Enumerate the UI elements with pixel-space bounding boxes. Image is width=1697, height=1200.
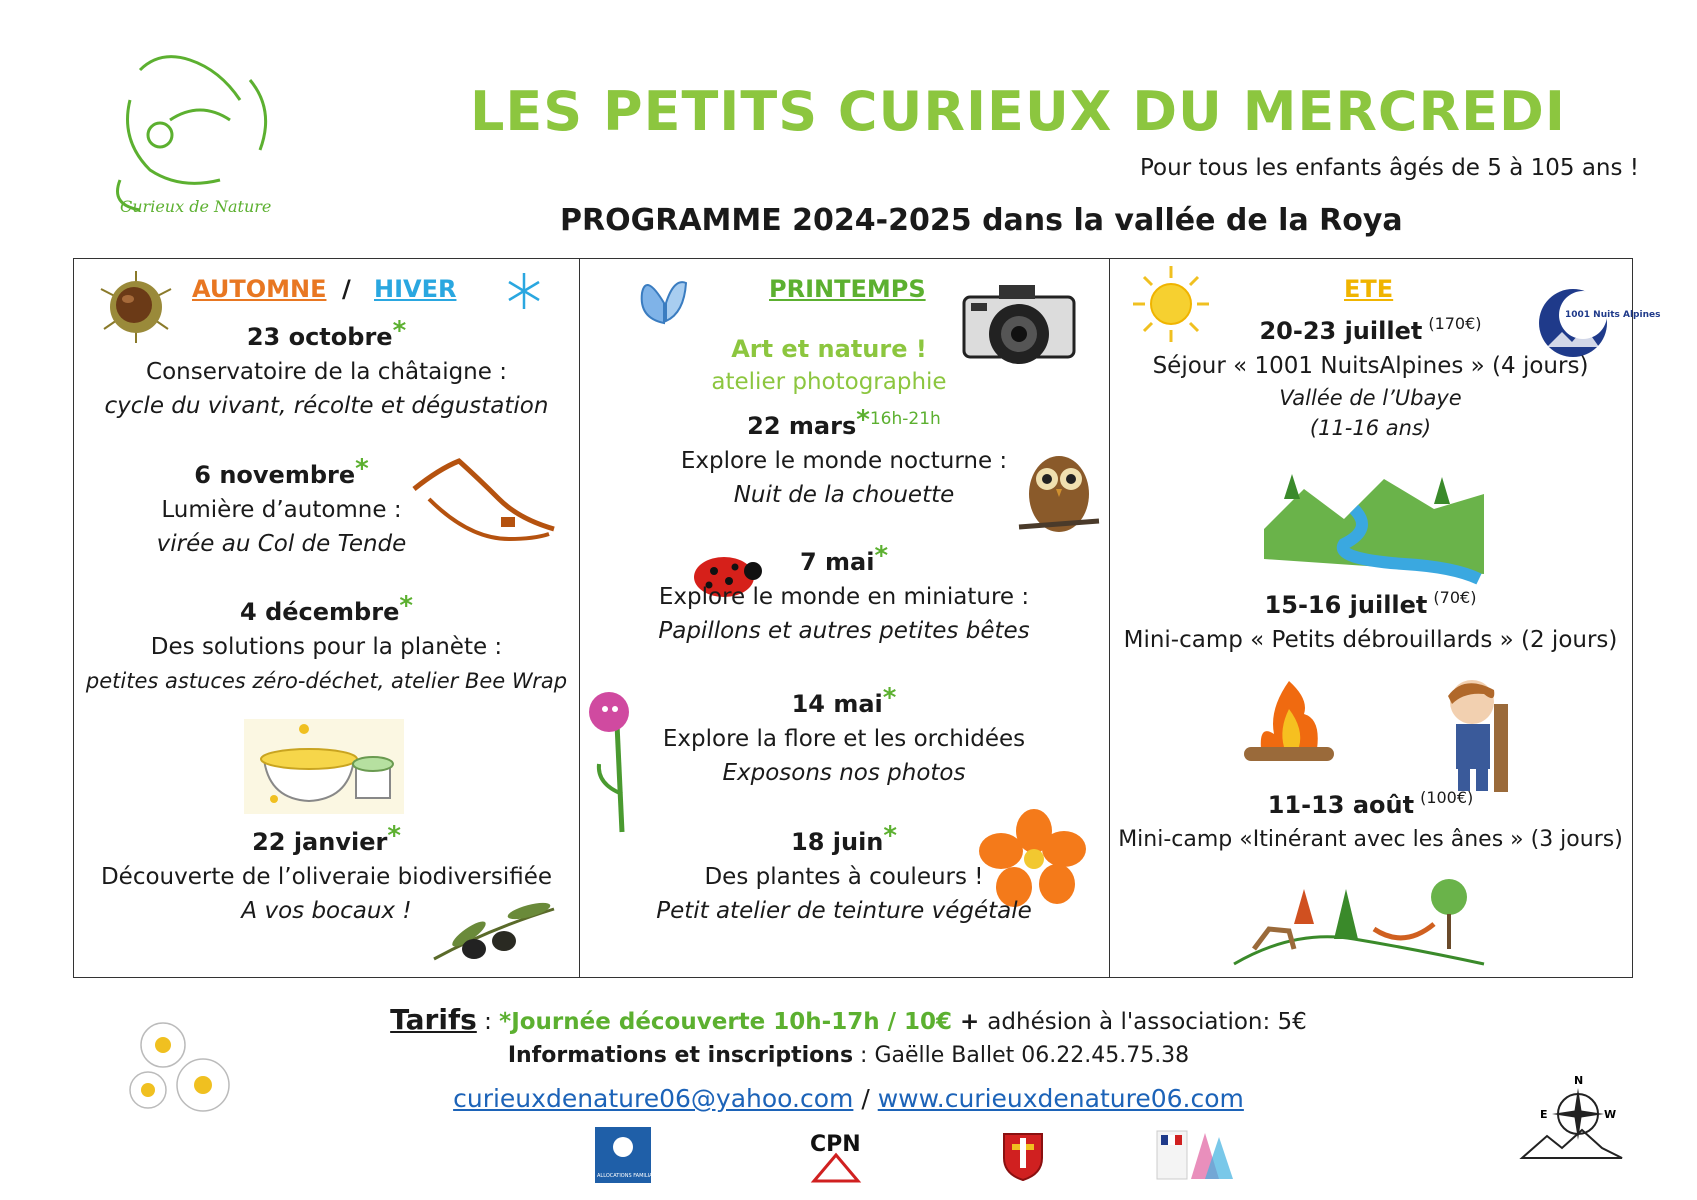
tarifs-day-price: *Journée découverte 10h-17h / 10€ bbox=[499, 1009, 952, 1035]
cpn-logo bbox=[808, 1127, 864, 1183]
event-line1: Explore le monde nocturne : bbox=[680, 448, 1008, 474]
owl-icon bbox=[1019, 439, 1099, 539]
campfire-icon bbox=[1239, 679, 1339, 769]
compass-rose-icon bbox=[1522, 1070, 1622, 1160]
event-date: 22 mars bbox=[747, 412, 857, 440]
donkey-hike-icon bbox=[1234, 869, 1484, 969]
theme-subtitle: atelier photographie bbox=[711, 369, 947, 395]
tarifs-colon: : bbox=[476, 1009, 500, 1035]
season-separator: / bbox=[342, 275, 351, 303]
column-summer bbox=[1109, 259, 1661, 977]
event-line1: Conservatoire de la châtaigne : bbox=[146, 359, 507, 385]
website-link[interactable]: www.curieuxdenature06.com bbox=[877, 1084, 1244, 1113]
tarifs-plus: + bbox=[952, 1009, 988, 1035]
event-line3: (11-16 ans) bbox=[1309, 416, 1432, 440]
event-star: * bbox=[399, 591, 413, 621]
event-date: 20-23 juillet bbox=[1259, 317, 1423, 345]
cpn-logo-text: CPN bbox=[810, 1132, 861, 1157]
event-price: (100€) bbox=[1420, 788, 1474, 807]
event-line1: Explore la flore et les orchidées bbox=[662, 726, 1026, 752]
event-date: 23 octobre bbox=[246, 323, 393, 351]
event-star: * bbox=[883, 821, 897, 851]
column-spring bbox=[579, 259, 1110, 977]
event-line2: virée au Col de Tende bbox=[156, 531, 407, 557]
event-7-mai bbox=[579, 539, 1109, 648]
event-15-16-juillet bbox=[1109, 581, 1632, 657]
event-star: * bbox=[355, 454, 369, 484]
link-separator: / bbox=[853, 1084, 878, 1113]
event-star: * bbox=[874, 541, 889, 571]
event-4-decembre bbox=[74, 589, 579, 698]
boy-illustration-icon bbox=[1434, 674, 1514, 794]
info-label: Informations et inscriptions bbox=[507, 1043, 854, 1068]
caf-logo bbox=[595, 1127, 662, 1183]
page-title: LES PETITS CURIEUX DU MERCREDI bbox=[470, 80, 1566, 143]
theme-title: Art et nature ! bbox=[731, 335, 927, 363]
caf-logo-text: ALLOCATIONS FAMILIALES bbox=[597, 1173, 662, 1179]
season-autumn: AUTOMNE bbox=[192, 275, 327, 303]
event-line2: Exposons nos photos bbox=[722, 760, 966, 786]
ministry-fdva-logo bbox=[1155, 1127, 1235, 1183]
column-autumn-winter bbox=[74, 259, 580, 977]
olive-branch-icon bbox=[429, 889, 559, 969]
bee-wrap-bowl-icon bbox=[244, 719, 404, 814]
event-line1: Lumière d’automne : bbox=[161, 497, 402, 523]
event-14-mai bbox=[579, 681, 1109, 790]
event-date: 18 juin bbox=[791, 828, 884, 856]
event-date: 14 mai bbox=[791, 690, 883, 718]
event-line2: A vos bocaux ! bbox=[241, 898, 412, 924]
valley-river-icon bbox=[1264, 469, 1484, 579]
event-star: * bbox=[856, 405, 870, 435]
event-date: 4 décembre bbox=[240, 598, 400, 626]
event-date: 11-13 août bbox=[1267, 791, 1415, 819]
event-11-13-aout bbox=[1109, 781, 1632, 857]
event-star: * bbox=[882, 683, 897, 713]
season-summer: ETE bbox=[1344, 275, 1394, 303]
event-20-23-juillet bbox=[1109, 307, 1632, 443]
curieux-de-nature-logo bbox=[100, 40, 290, 220]
links-line bbox=[0, 1084, 1697, 1113]
event-23-octobre bbox=[74, 314, 579, 423]
logo-text: Curieux de Nature bbox=[120, 197, 272, 216]
event-line2: Vallée de l’Ubaye bbox=[1279, 386, 1462, 410]
event-price: (70€) bbox=[1433, 588, 1477, 607]
program-grid bbox=[73, 258, 1661, 978]
event-line1: Découverte de l’oliveraie biodiversifiée bbox=[100, 864, 553, 890]
event-line1: Des solutions pour la planète : bbox=[150, 634, 503, 660]
event-star: * bbox=[387, 821, 401, 851]
event-price: (170€) bbox=[1428, 314, 1482, 333]
tarifs-membership: adhésion à l'association: 5€ bbox=[987, 1009, 1307, 1035]
event-line1: Explore le monde en miniature : bbox=[658, 584, 1030, 610]
event-date: 22 janvier bbox=[252, 828, 388, 856]
event-line2: Petit atelier de teinture végétale bbox=[656, 898, 1032, 924]
event-line1: Séjour « 1001 NuitsAlpines » (4 jours) bbox=[1152, 353, 1589, 379]
event-line2: Nuit de la chouette bbox=[733, 482, 955, 508]
butterfly-icon bbox=[634, 273, 694, 339]
info-line bbox=[0, 1043, 1697, 1068]
event-line1: Des plantes à couleurs ! bbox=[704, 864, 984, 890]
event-line1: Mini-camp « Petits débrouillards » (2 jours) bbox=[1123, 627, 1618, 653]
program-heading: PROGRAMME 2024-2025 dans la vallée de la Roya bbox=[560, 203, 1403, 238]
town-crest-logo bbox=[1000, 1130, 1046, 1182]
badge-text: 1001 Nuits Alpines bbox=[1565, 310, 1661, 320]
tarifs-label: Tarifs bbox=[390, 1003, 477, 1036]
event-date: 7 mai bbox=[799, 548, 875, 576]
season-winter: HIVER bbox=[374, 275, 457, 303]
tarifs-line bbox=[0, 1003, 1697, 1036]
season-spring: PRINTEMPS bbox=[769, 275, 926, 303]
page-subtitle: Pour tous les enfants âgés de 5 à 105 ans ! bbox=[1140, 155, 1640, 181]
email-link[interactable]: curieuxdenature06@yahoo.com bbox=[453, 1084, 854, 1113]
compass-west: W bbox=[1604, 1108, 1617, 1121]
event-line1: Mini-camp «Itinérant avec les ânes » (3 jours) bbox=[1118, 827, 1623, 852]
compass-north: N bbox=[1574, 1074, 1584, 1087]
event-18-juin bbox=[579, 819, 1109, 928]
event-star: * bbox=[392, 316, 407, 346]
snowflake-icon bbox=[506, 271, 542, 311]
event-line2: cycle du vivant, récolte et dégustation bbox=[104, 393, 549, 419]
event-line2: petites astuces zéro-déchet, atelier Bee Wrap bbox=[85, 669, 568, 693]
event-date: 15-16 juillet bbox=[1264, 591, 1428, 619]
event-date: 6 novembre bbox=[194, 461, 356, 489]
info-contact: : Gaëlle Ballet 06.22.45.75.38 bbox=[853, 1043, 1190, 1068]
compass-east: E bbox=[1540, 1108, 1548, 1121]
event-line2: Papillons et autres petites bêtes bbox=[658, 618, 1030, 644]
event-time: 16h-21h bbox=[869, 409, 941, 429]
event-6-novembre bbox=[0, 452, 579, 561]
